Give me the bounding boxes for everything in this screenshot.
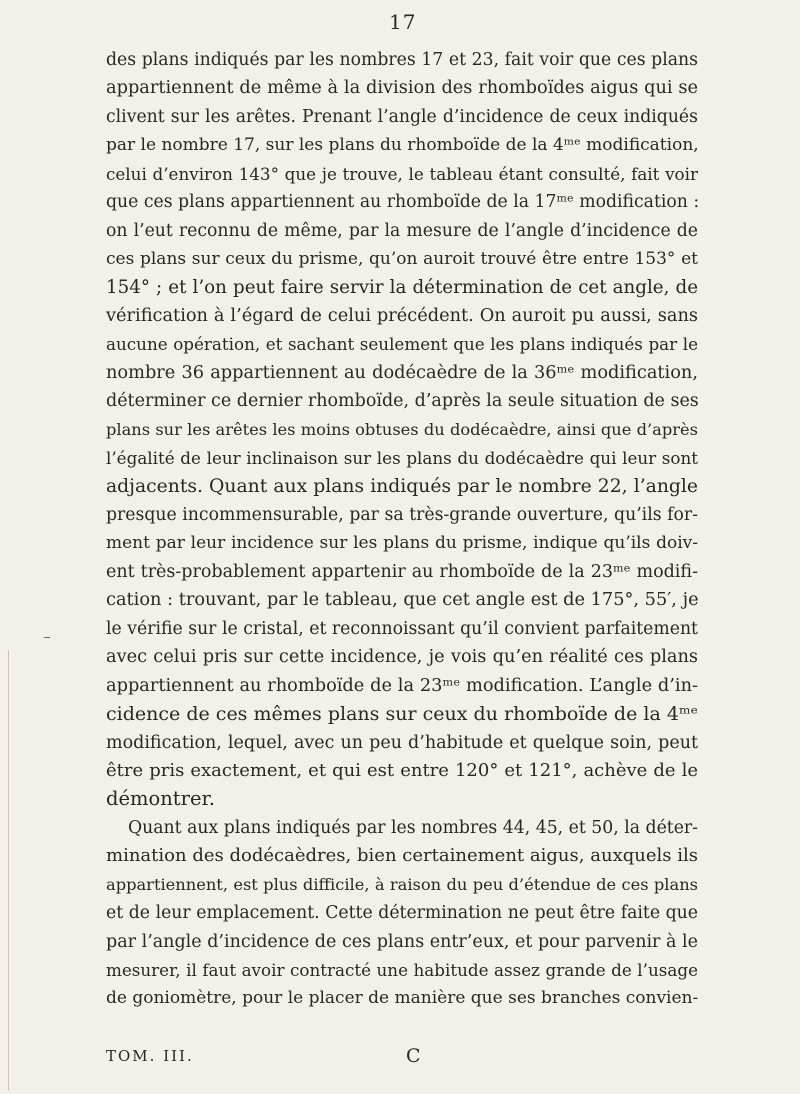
binding-edge [8,650,13,1090]
text-line: que ces plans appartiennent au rhomboïde de la 17ᵐᵉ modification : [106,192,700,213]
text-line: ment par leur incidence sur les plans du prisme, indique qu’ils doiv- [106,533,698,554]
text-line: cidence de ces mêmes plans sur ceux du rhomboïde de la 4ᵐᵉ [106,703,698,726]
margin-mark [44,637,50,638]
body-text [106,46,698,1013]
text-line: appartiennent de même à la division des rhomboïdes aigus qui se [106,78,698,99]
text-line: nombre 36 appartiennent au dodécaèdre de la 36ᵐᵉ modification, [106,362,698,383]
text-line: vérification à l’égard de celui précédent. On auroit pu aussi, sans [106,305,698,326]
volume-label: TOM. III. [106,1047,194,1065]
page-number: 17 [389,10,417,34]
text-line: adjacents. Quant aux plans indiqués par le nombre 22, l’angle [106,475,698,497]
paragraph-start-line: Quant aux plans indiqués par les nombres 44, 45, et 50, la déter- [128,817,698,838]
text-line: appartiennent au rhomboïde de la 23ᵐᵉ modification. L’angle d’in- [106,675,698,696]
text-line: mination des dodécaèdres, bien certainement aigus, auxquels ils [106,845,698,867]
text-line: l’égalité de leur inclinaison sur les plans du dodécaèdre qui leur sont [106,448,698,469]
text-line: plans sur les arêtes les moins obtuses du dodécaèdre, ainsi que d’après [106,419,698,439]
text-line: par le nombre 17, sur les plans du rhomboïde de la 4ᵐᵉ modification, [106,135,699,156]
page-footer [106,1044,698,1068]
text-line: presque incommensurable, par sa très-grande ouverture, qu’ils for- [106,505,698,525]
text-line: ent très-probablement appartenir au rhomboïde de la 23ᵐᵉ modifi- [106,561,698,582]
text-line: et de leur emplacement. Cette détermination ne peut être faite que [106,903,698,924]
text-line: on l’eut reconnu de même, par la mesure de l’angle d’incidence de [106,220,698,241]
text-line: 154° ; et l’on peut faire servir la détermination de cet angle, de [106,276,698,298]
text-line: clivent sur les arêtes. Prenant l’angle d’incidence de ceux indiqués [106,106,698,127]
signature-mark: C [406,1045,421,1067]
text-line: ces plans sur ceux du prisme, qu’on auroit trouvé être entre 153° et [106,249,698,270]
text-line: celui d’environ 143° que je trouve, le tableau étant consulté, fait voir [106,163,698,184]
text-line: aucune opération, et sachant seulement que les plans indiqués par le [106,334,698,355]
text-line: cation : trouvant, par le tableau, que cet angle est de 175°, 55′, je [106,590,699,611]
text-line: être pris exactement, et qui est entre 120° et 121°, achève de le [106,759,698,781]
text-line: par l’angle d’incidence de ces plans entr’eux, et pour parvenir à le [106,931,698,952]
text-line: modification, lequel, avec un peu d’habitude et quelque soin, peut [106,732,698,753]
text-line: mesurer, il faut avoir contracté une habitude assez grande de l’usage [106,960,698,980]
text-line: avec celui pris sur cette incidence, je vois qu’en réalité ces plans [106,647,698,668]
text-line: déterminer ce dernier rhomboïde, d’après la seule situation de ses [106,391,699,412]
text-line: le vérifie sur le cristal, et reconnoissant qu’il convient parfaitement [106,618,698,639]
text-line: appartiennent, est plus difficile, à raison du peu d’étendue de ces plans [106,874,698,894]
text-line: des plans indiqués par les nombres 17 et 23, fait voir que ces plans [106,50,698,70]
paragraph-end-line: démontrer. [106,787,215,811]
text-line: de goniomètre, pour le placer de manière que ses branches convien- [106,988,699,1009]
